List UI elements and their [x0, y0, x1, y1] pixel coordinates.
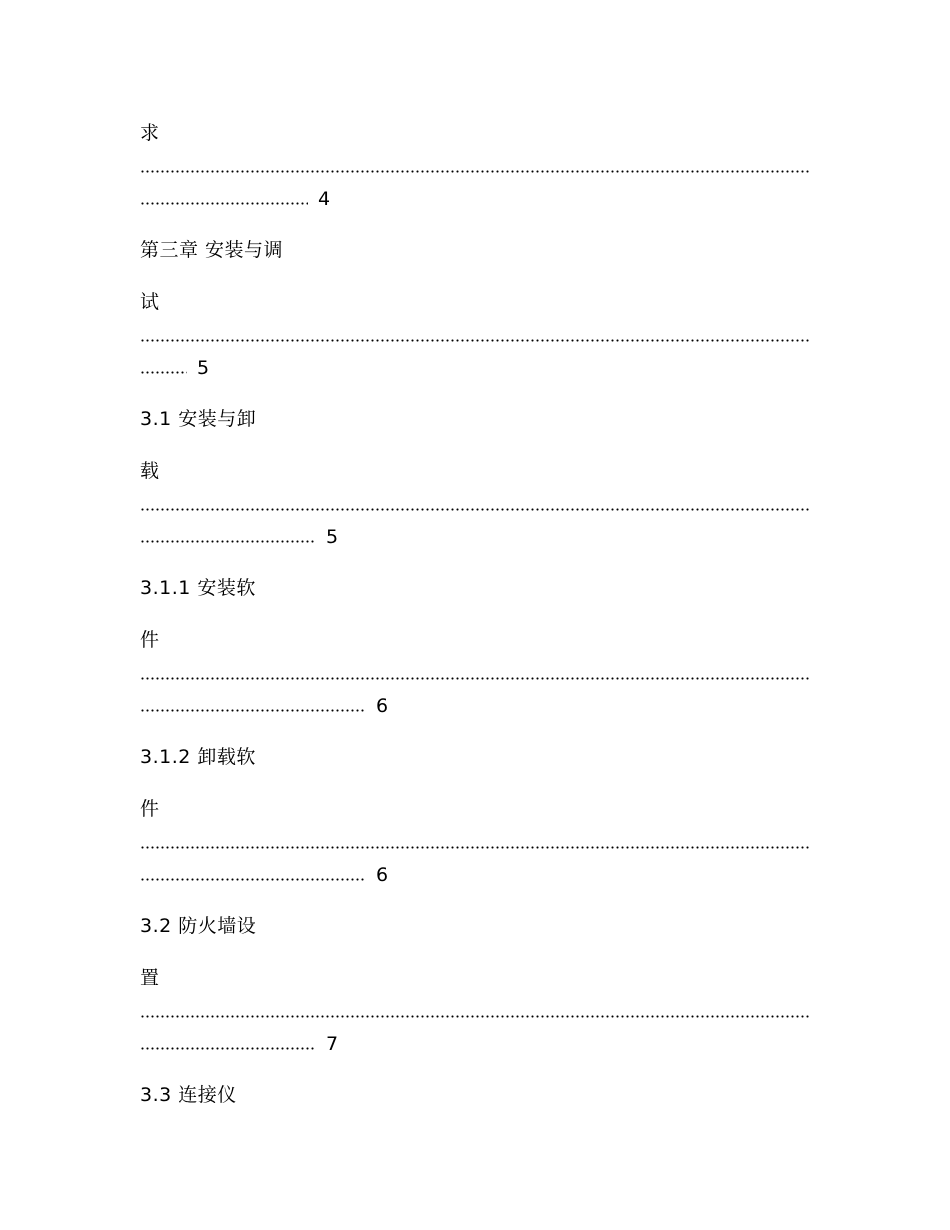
- toc-leader-dots: [140, 540, 316, 543]
- toc-leader-dots: [140, 709, 366, 712]
- toc-entry-title: 求: [140, 122, 160, 144]
- toc-leader-dots: [140, 1015, 810, 1018]
- toc-entry-title: 3.1.1 安装软: [140, 577, 256, 599]
- toc-leader-dots: [140, 677, 810, 680]
- toc-page-number: 5: [197, 357, 210, 379]
- toc-entry-title: 3.3 连接仪: [140, 1084, 237, 1106]
- toc-page-number: 5: [326, 526, 339, 548]
- toc-entry-title-cont: 试: [140, 291, 160, 313]
- toc-leader-dots: [140, 878, 366, 881]
- toc-leader-dots: [140, 508, 810, 511]
- toc-leader-dots: [140, 371, 187, 374]
- toc-page-number: 6: [376, 864, 389, 886]
- toc-entry-title-cont: 置: [140, 967, 160, 989]
- toc-entry-title-cont: 件: [140, 798, 160, 820]
- toc-leader-dots: [140, 170, 810, 173]
- toc-leader-dots: [140, 339, 810, 342]
- toc-entry-title-cont: 载: [140, 460, 160, 482]
- toc-page-number: 7: [326, 1033, 339, 1055]
- toc-entry-title: 3.1 安装与卸: [140, 408, 257, 430]
- toc-entry-title: 3.2 防火墙设: [140, 915, 257, 937]
- toc-page-number: 6: [376, 695, 389, 717]
- toc-leader-dots: [140, 202, 308, 205]
- toc-entry-title: 3.1.2 卸载软: [140, 746, 256, 768]
- toc-entry-title-cont: 件: [140, 629, 160, 651]
- toc-page-number: 4: [318, 188, 331, 210]
- toc-leader-dots: [140, 846, 810, 849]
- toc-leader-dots: [140, 1047, 316, 1050]
- toc-entry-title: 第三章 安装与调: [140, 239, 284, 261]
